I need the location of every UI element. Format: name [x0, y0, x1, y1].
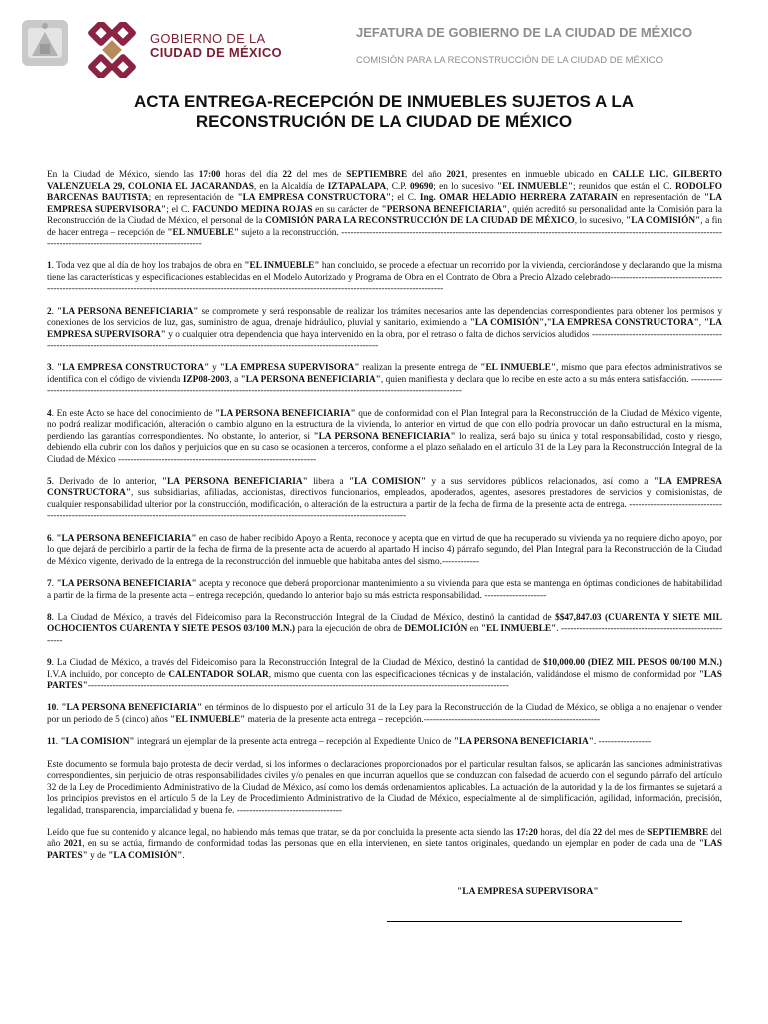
cdmx-logo-icon — [84, 22, 140, 78]
closing-statement: Este documento se formula bajo protesta de decir verdad, si los informes o declaraciones proporcionados por el particular resultan falsos, se aplicarán las sanciones administrativas correspondientes, sin perjuicio de otras responsabilidades civiles y/o penales en que incurran aquellos que se conduzcan con falsedad de acuerdo con el segundo párrafo del artículo 32 de la Ley de Procedimiento Administrativo de la Ciudad de México, así como los demás ordenamientos aplicables. La actuación de la autoridad y la de los firmantes se sujetará a los principios previstos en el artículo 5 de la Ley de Procedimiento Administrativo de la Ciudad de México, especialmente al de simplificación, agilidad, información, precisión, legalidad, transparencia, imparcialidad y buena fe. ---------------------------------- — [47, 759, 722, 816]
coat-of-arms-icon — [20, 18, 70, 68]
clause-7: 7. "LA PERSONA BENEFICIARIA" acepta y reconoce que deberá proporcionar mantenimiento a su vivienda para que esta se mantenga en óptimas condiciones de habitabilidad a partir de la firma de la presente acta – entrega recepción, quedando lo anterior bajo su más estricta responsabilidad. -------------------- — [47, 579, 722, 601]
clause-4: 4. En este Acto se hace del conocimiento de "LA PERSONA BENEFICIARIA" que de conformidad con el Plan Integral para la Reconstrucción de la Ciudad de México vigente, no podrá realizar modificación, alteración o cambio alguno en la estructura de la vivienda, lo anterior en virtud de que con ello podría provocar un daño estructural en la misma, perdiendo las garantías correspondientes. No obstante, lo anterior, si "LA PERSONA BENEFICIARIA" lo realiza, será bajo su única y total responsabilidad, costo y riesgo, debiendo ella cubrir con los daños y perjuicios que en su caso se ocasionen a terceros, conforme a el plazo señalado en el artículo 31 de la Ley para la Reconstrucción Integral de la Ciudad de México ---------------------------------------------------------------- — [47, 408, 722, 465]
comision-subheading: COMISIÓN PARA LA RECONSTRUCCIÓN DE LA CIUDAD DE MÉXICO — [356, 55, 664, 66]
clause-9: 9. La Ciudad de México, a través del Fideicomiso para la Reconstrucción Integral de la Ciudad de México, destinó la cantidad de $10,000.00 (DIEZ MIL PESOS 00/100 M.N.) I.V.A incluido, por concepto de CALENTADOR SOLAR, mismo que cuenta con las especificaciones técnicas y de instalación, validándose el mismo de conformidad por "LAS PARTES"---------------------------------------------------------------------------------------------------------------------------------------- — [47, 658, 722, 692]
closing-signature-text: Leído que fue su contenido y alcance legal, no habiendo más temas que tratar, se da por concluida la presente acta siendo las 17:20 horas, del día 22 del mes de SEPTIEMBRE del año 2021, en su se actúa, firmando de conformidad todas las personas que en ella intervienen, en siete tantos originales, quedando un ejemplar en poder de cada una de "LAS PARTES" y de "LA COMISIÓN". — [47, 827, 722, 861]
clause-5: 5. Derivado de lo anterior, "LA PERSONA BENEFICIARIA" libera a "LA COMISIÓN" y a sus servidores públicos relacionados, así como a "LA EMPRESA CONSTRUCTORA", sus subsidiarias, afiliadas, accionistas, directivos funcionarios, empleados, apoderados, agentes, asesores prestadores de servicios y comisionistas, de cualquier responsabilidad ulterior por la construcción, modificación, o alteración de la estructura a partir de la fecha de firma de la presente acta de entrega. -------------------------------------------------------------------------------------------------------------------------------------------------- — [47, 476, 722, 522]
signature-label: "LA EMPRESA SUPERVISORA" — [457, 887, 599, 897]
government-name-line1: GOBIERNO DE LA — [150, 31, 266, 46]
document-body — [47, 170, 722, 873]
clause-8: 8. La Ciudad de México, a través del Fideicomiso para la Reconstrucción Integral de la Ciudad de México, destinó la cantidad de $$47,847.03 (CUARENTA Y SIETE MIL OCHOCIENTOS CUARENTA Y SIETE PESOS 03/100 M.N.) para la ejecución de obra de DEMOLICIÓN en "EL INMUEBLE". --------------------------------------------------------- — [47, 612, 722, 646]
page-title — [60, 92, 708, 132]
clause-1: 1. Toda vez que al día de hoy los trabajos de obra en "EL INMUEBLE" han concluido, se procede a efectuar un recorrido por la vivienda, cerciorándose y declarando que la misma tiene las características y especificaciones establecidas en el Modelo Autorizado y Programa de Obra en el Contrato de Obra a Precio Alzado celebrado-------------------------------------------------------------------------------------------------------------------------------------------------------------------- — [47, 261, 722, 295]
title-line2: RECONSTRUCIÓN DE LA CIUDAD DE MÉXICO — [195, 112, 573, 131]
signature-line — [387, 921, 682, 922]
intro-paragraph: En la Ciudad de México, siendo las 17:00 horas del día 22 del mes de SEPTIEMBRE del año 2021, presentes en inmueble ubicado en CALLE LIC. GILBERTO VALENZUELA 29, COLONIA EL JACARANDAS, en la Alcaldía de IZTAPALAPA, C.P. 09690; en lo sucesivo "EL INMUEBLE"; reunidos que están el C. RODOLFO BARCENAS BAUTISTA; en representación de "LA EMPRESA CONSTRUCTORA"; el C. Ing. OMAR HELADIO HERRERA ZATARAIN en representación de "LA EMPRESA SUPERVISORA"; el C. FACUNDO MEDINA ROJAS en su carácter de "PERSONA BENEFICIARIA", quién acreditó su personalidad ante la Comisión para la Reconstrucción de la Ciudad de México, el personal de la COMISIÓN PARA LA RECONSTRUCCIÓN DE LA CIUDAD DE MÉXICO, lo sucesivo, "LA COMISIÓN", a fin de hacer entrega – recepción de "EL NMUEBLE" sujeto a la reconstrucción. ----------------------------------------------------------------------------------------------------------------------------------------------------------------------------- — [47, 170, 722, 249]
document-header — [0, 0, 768, 90]
clause-2: 2. "LA PERSONA BENEFICIARIA" se compromete y será responsable de realizar los trámites necesarios ante las dependencias correspondientes para obtener los permisos y conexiones de los servicios de luz, gas, suministro de agua, drenaje hidráulico, pluvial y sanitario, eximiendo a "LA COMISIÓN","LA EMPRESA CONSTRUCTORA", "LA EMPRESA SUPERVISORA" y o cualquier otra dependencia que haya intervenido en la obra, por el retraso o falta de dichos servicios aludidos ----------------------------------------------------------------------------------------------------------------------------------------------------- — [47, 306, 722, 352]
clause-6: 6. "LA PERSONA BENEFICIARIA" en caso de haber recibido Apoyo a Renta, reconoce y acepta que en virtud de que ha recuperado su vivienda ya no requiere dicho apoyo, por lo que dejará de percibirlo a partir de la fecha de firma de la presente acta de acuerdo al apartado H inciso 4) párrafo segundo, del Plan Integral para la Reconstrucción de la Ciudad de México vigente, derivado de la entrega de la reconstrucción del inmueble que habitaba antes del sismo.------------ — [47, 533, 722, 567]
jefatura-heading: JEFATURA DE GOBIERNO DE LA CIUDAD DE MÉXICO — [356, 25, 693, 40]
clause-11: 11. "LA COMISIÓN" integrará un ejemplar de la presente acta entrega – recepción al Expediente Único de "LA PERSONA BENEFICIARIA". ----------------- — [47, 737, 652, 748]
clause-10: 10. "LA PERSONA BENEFICIARIA" en términos de lo dispuesto por el artículo 31 de la Ley para la Reconstrucción de la Ciudad de México, se obliga a no enajenar o vender por un periodo de 5 (cinco) años "EL INMUEBLE" materia de la presente acta entrega – recepción.--------------------------------------------------------- — [47, 703, 722, 725]
government-name-line2: CIUDAD DE MÉXICO — [150, 45, 282, 60]
clause-3: 3. "LA EMPRESA CONSTRUCTORA" y "LA EMPRESA SUPERVISORA" realizan la presente entrega de "EL INMUEBLE", mismo que para efectos administrativos se identifica con el código de vivienda IZP08-2003, a "LA PERSONA BENEFICIARIA", quien manifiesta y declara que lo recibe en este acto a su más entera satisfacción. ------------------------------------------------------------------------------------------------------------------------------------------------ — [47, 363, 722, 397]
title-line1: ACTA ENTREGA-RECEPCIÓN DE INMUEBLES SUJETOS A LA — [134, 92, 634, 111]
government-name — [150, 32, 282, 60]
